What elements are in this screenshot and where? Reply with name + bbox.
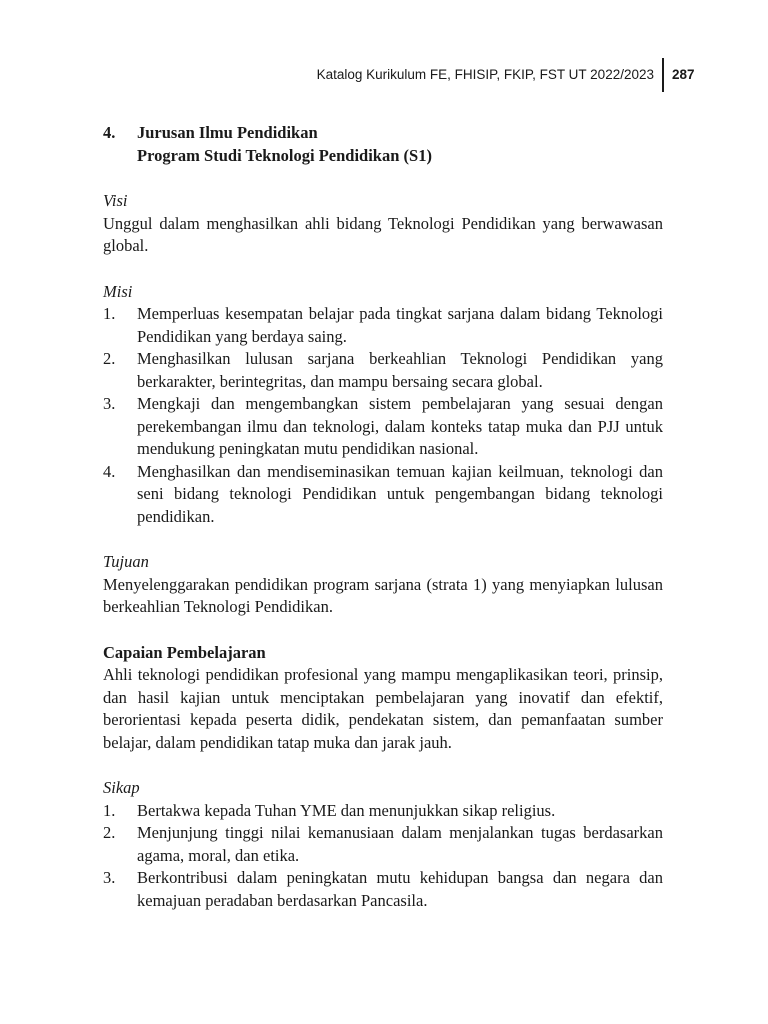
sikap-list bbox=[103, 800, 663, 913]
misi-label: Misi bbox=[103, 281, 133, 301]
header-divider bbox=[662, 58, 664, 92]
list-item-number: 1. bbox=[103, 800, 116, 820]
list-item-number: 4. bbox=[103, 461, 116, 481]
list-item-text: Berkontribusi dalam peningkatan mutu kehidupan bangsa dan negara dan kemajuan peradaban berdasarkan Pancasila. bbox=[137, 868, 663, 910]
sikap-label: Sikap bbox=[103, 778, 140, 797]
section-number: 4. bbox=[103, 123, 116, 142]
list-item bbox=[103, 800, 663, 823]
misi-list bbox=[103, 303, 663, 528]
list-item-text: Menghasilkan lulusan sarjana berkeahlian Teknologi Pendidikan yang berkarakter, berintegritas, dan mampu bersaing secara global. bbox=[137, 349, 663, 391]
visi-text: Unggul dalam menghasilkan ahli bidang Teknologi Pendidikan yang berwawasan global. bbox=[103, 213, 663, 255]
list-item-number: 2. bbox=[103, 823, 116, 842]
visi-label: Visi bbox=[103, 191, 128, 210]
list-item bbox=[103, 822, 663, 867]
list-item-text: Memperluas kesempatan belajar pada tingkat sarjana dalam bidang Teknologi Pendidikan yang berdaya saing. bbox=[137, 304, 663, 346]
list-item-text: Menjunjung tinggi nilai kemanusiaan dalam menjalankan tugas berdasarkan agama, moral, dan etika. bbox=[137, 823, 663, 865]
list-item bbox=[103, 348, 663, 393]
tujuan-label: Tujuan bbox=[103, 552, 149, 571]
capaian-title: Capaian Pembelajaran bbox=[103, 642, 266, 662]
list-item-text: Bertakwa kepada Tuhan YME dan menunjukkan sikap religius. bbox=[137, 800, 556, 820]
list-item-number: 3. bbox=[103, 394, 116, 413]
list-item-text: Mengkaji dan mengembangkan sistem pembelajaran yang sesuai dengan perekembangan ilmu dan teknologi, dalam konteks tatap muka dan PJJ untuk mendukung peningkatan mutu pendidikan nasional. bbox=[137, 394, 663, 458]
list-item-number: 2. bbox=[103, 349, 116, 368]
page-number: 287 bbox=[672, 67, 695, 82]
program-title: Program Studi Teknologi Pendidikan (S1) bbox=[137, 145, 432, 165]
list-item bbox=[103, 303, 663, 348]
section-heading bbox=[103, 122, 663, 167]
list-item bbox=[103, 461, 663, 529]
list-item-number: 1. bbox=[103, 304, 116, 323]
list-item-number: 3. bbox=[103, 868, 116, 887]
page-content bbox=[103, 122, 663, 912]
list-item bbox=[103, 867, 663, 912]
running-header bbox=[0, 64, 768, 92]
capaian-text: Ahli teknologi pendidikan profesional yang mampu mengaplikasikan teori, prinsip, dan hasil kajian untuk menciptakan pembelajaran yang inovatif dan efektif, berorientasi kepada peserta didik, pendekatan sistem, dan pemanfaatan sumber belajar, dalam pendidikan tatap muka dan jarak jauh. bbox=[103, 665, 663, 752]
list-item-text: Menghasilkan dan mendiseminasikan temuan kajian keilmuan, teknologi dan seni bidang teknologi Pendidikan untuk pengembangan bidang teknologi pendidikan. bbox=[137, 461, 663, 526]
department-title: Jurusan Ilmu Pendidikan bbox=[137, 123, 318, 142]
header-title: Katalog Kurikulum FE, FHISIP, FKIP, FST UT 2022/2023 bbox=[316, 67, 654, 82]
tujuan-text: Menyelenggarakan pendidikan program sarjana (strata 1) yang menyiapkan lulusan berkeahlian Teknologi Pendidikan. bbox=[103, 574, 663, 616]
list-item bbox=[103, 393, 663, 461]
